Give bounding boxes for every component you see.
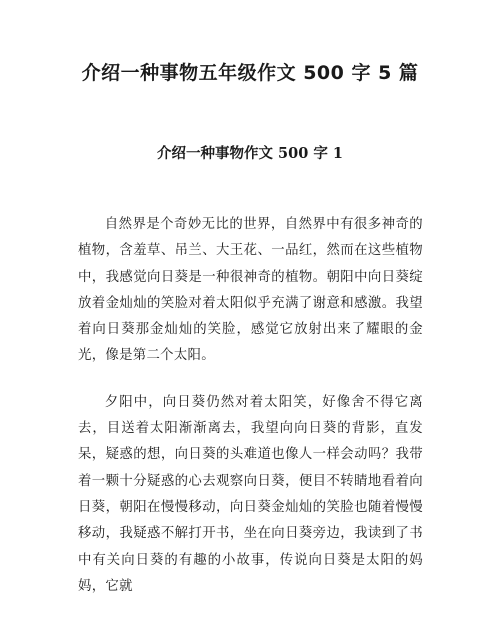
- section-heading: 介绍一种事物作文 500 字 1: [157, 145, 343, 162]
- document-title: 介绍一种事物五年级作文 500 字 5 篇: [81, 62, 419, 84]
- paragraph-2: 夕阳中，向日葵仍然对着太阳笑，好像舍不得它离去，目送着太阳渐渐离去，我望向向日葵的背影，直发呆，疑惑的想，向日葵的头难道也像人一样会动吗？我带着一颗十分疑惑的心去观察向日葵，便目不转睛地看着向日葵，朝阳在慢慢移动，向日葵金灿灿的笑脸也随着慢慢移动，我疑惑不解打开书，坐在向日葵旁边，我读到了书中有关向日葵的有趣的小故事，传说向日葵是太阳的妈妈，它就: [78, 394, 423, 594]
- essay-body: [78, 212, 423, 620]
- paragraph-1: 自然界是个奇妙无比的世界，自然界中有很多神奇的植物，含羞草、吊兰、大王花、一品红，然而在这些植物中，我感觉向日葵是一种很神奇的植物。朝阳中向日葵绽放着金灿灿的笑脸对着太阳似乎充满了谢意和感激。我望着向日葵那金灿灿的笑脸，感觉它放射出来了耀眼的金光，像是第二个太阳。: [78, 217, 423, 364]
